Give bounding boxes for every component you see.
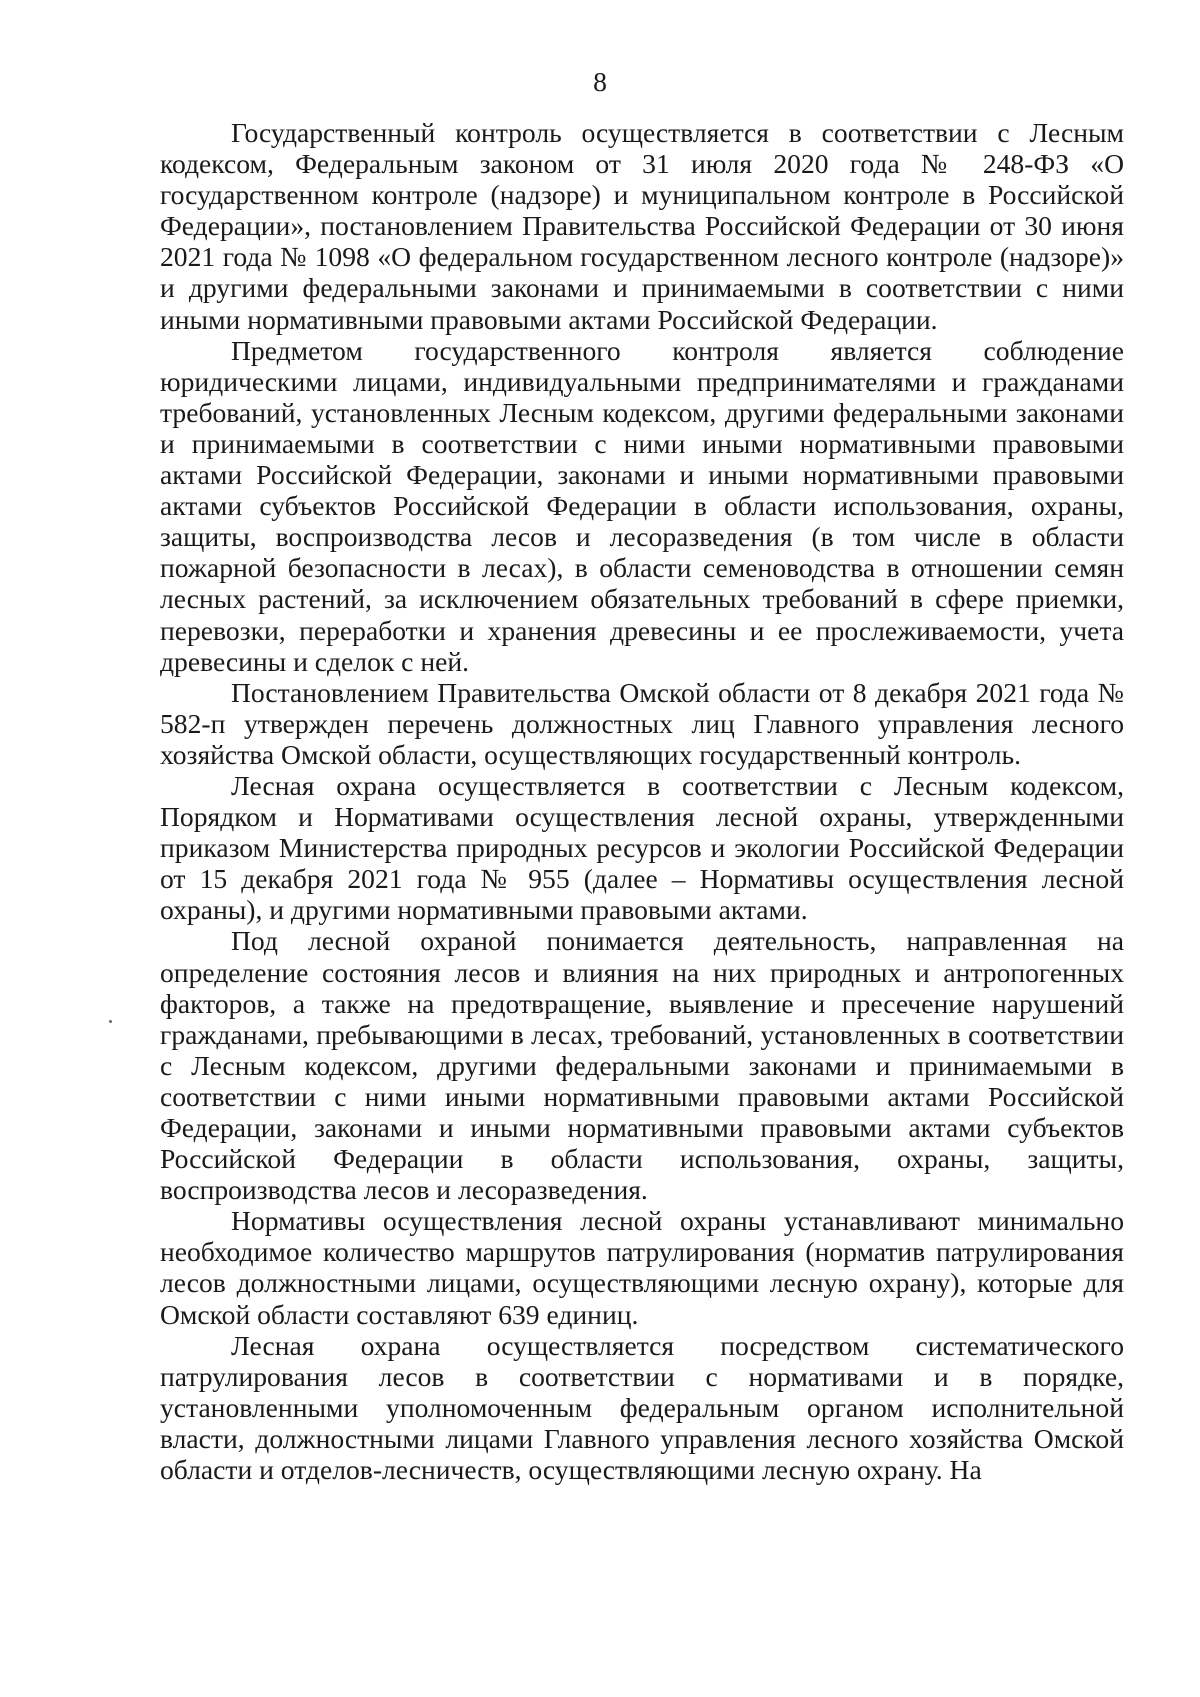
- paragraph-patrol-norms: Нормативы осуществления лесной охраны устанавливают минимально необходимое количество маршрутов патрулирования (норматив патрулирования лесов должностными лицами, осуществляющими лесную охрану), которые для Омской области составляют 639 единиц.: [160, 1205, 1124, 1330]
- paragraph-forest-protection-definition: Под лесной охраной понимается деятельность, направленная на определение состояния лесов и влияния на них природных и антропогенных факторов, а также на предотвращение, выявление и пресечение нарушений гражданами, пребывающими в лесах, требований, установленных в соответствии с Лесным кодексом, другими федеральными законами и принимаемыми в соответствии с ними иными нормативными правовыми актами Российской Федерации, законами и иными нормативными правовыми актами субъектов Российской Федерации в области использования, охраны, защиты, воспроизводства лесов и лесоразведения.: [160, 925, 1124, 1206]
- scan-speck: [109, 1020, 112, 1023]
- page-number: 8: [593, 66, 607, 97]
- paragraph-control-subject: Предметом государственного контроля является соблюдение юридическими лицами, индивидуальными предпринимателями и гражданами требований, установленных Лесным кодексом, другими федеральными законами и принимаемыми в соответствии с ними иными нормативными правовыми актами Российской Федерации, законами и иными нормативными правовыми актами субъектов Российской Федерации в области использования, охраны, защиты, воспроизводства лесов и лесоразведения (в том числе в области пожарной безопасности в лесах), в области семеноводства в отношении семян лесных растений, за исключением обязательных требований в сфере приемки, перевозки, переработки и хранения древесины и ее прослеживаемости, учета древесины и сделок с ней.: [160, 334, 1124, 677]
- paragraph-forest-protection-basis: Лесная охрана осуществляется в соответствии с Лесным кодексом, Порядком и Нормативами осуществления лесной охраны, утвержденными приказом Министерства природных ресурсов и экологии Российской Федерации от 15 декабря 2021 года № 955 (далее – Нормативы осуществления лесной охраны), и другими нормативными правовыми актами.: [160, 769, 1124, 926]
- paragraph-patrol-procedure: Лесная охрана осуществляется посредством систематического патрулирования лесов в соответствии с нормативами и в порядке, установленными уполномоченным федеральным органом исполнительной власти, должностными лицами Главного управления лесного хозяйства Омской области и отделов-лесничеств, осуществляющими лесную охрану. На: [160, 1329, 1124, 1486]
- document-body: [160, 117, 1124, 1485]
- paragraph-officials-list: Постановлением Правительства Омской области от 8 декабря 2021 года № 582-п утвержден перечень должностных лиц Главного управления лесного хозяйства Омской области, осуществляющих государственный контроль.: [160, 676, 1124, 770]
- paragraph-state-control-basis: Государственный контроль осуществляется в соответствии с Лесным кодексом, Федеральным законом от 31 июля 2020 года № 248-ФЗ «О государственном контроле (надзоре) и муниципальном контроле в Российской Федерации», постановлением Правительства Российской Федерации от 30 июня 2021 года № 1098 «О федеральном государственном лесного контроле (надзоре)» и другими федеральными законами и принимаемыми в соответствии с ними иными нормативными правовыми актами Российской Федерации.: [160, 117, 1124, 335]
